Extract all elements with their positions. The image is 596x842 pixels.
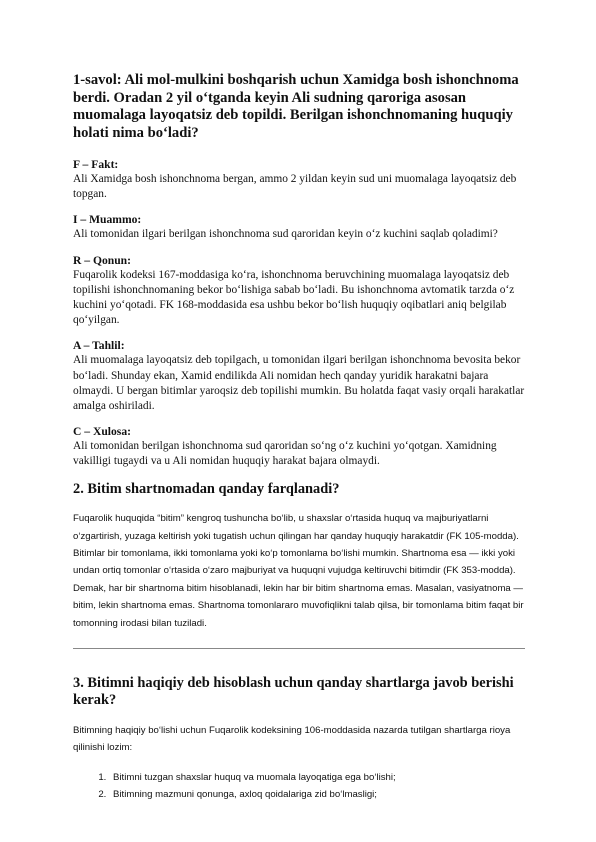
question-3-intro: Bitimning haqiqiy bo‘lishi uchun Fuqarolik kodeksining 106-moddasida nazarda tutilgan shartlarga rioya qilinishi lozim: — [73, 724, 511, 754]
question-1-section-fact — [73, 158, 525, 202]
list-item: 1. Bitimni tuzgan shaxslar huquq va muomala layoqatiga ega bo‘lishi; — [109, 769, 525, 786]
section-heading: C – Xulosa: — [73, 425, 131, 439]
question-1-section-conclusion — [73, 425, 525, 469]
question-3-list — [73, 769, 525, 803]
section-text: Ali tomonidan ilgari berilgan ishonchnoma sud qaroridan keyin o‘z kuchini saqlab qoladimi? — [73, 228, 498, 241]
question-2-text: Fuqarolik huquqida “bitim” kengroq tushuncha bo‘lib, u shaxslar o‘rtasida huquq va majburiyatlarni o‘zgartirish, yuzaga keltirish yoki tugatish uchun qilingan har qanday huquqiy harakatdir (FK 105-modda). Bitimlar bir tomonlama, ikki tomonlama yoki ko‘p tomonlama bo‘lishi mumkin. Shartnoma esa — ikki yoki undan ortiq tomonlar o‘rtasida o‘zaro majburiyat va huquqni vujudga keltiruvchi bitimdir (FK 353-modda). Demak, har bir shartnoma bitim hisoblanadi, lekin har bir bitim shartnoma emas. Masalan, vasiyatnoma — bitim, lekin shartnoma emas. Shartnoma tomonlararo muvofiqlikni talab qilsa, bir tomonlama bitim faqat bir tomonning irodasi bilan tuziladi. — [73, 513, 524, 629]
section-heading: I – Muammo: — [73, 213, 142, 227]
section-text: Ali tomonidan berilgan ishonchnoma sud qaroridan so‘ng o‘z kuchini yo‘qotgan. Xamidning vakilligi tugaydi va u Ali nomidan huquqiy harakat bajara olmaydi. — [73, 440, 497, 468]
horizontal-divider — [73, 648, 525, 649]
section-heading: F – Fakt: — [73, 158, 119, 171]
question-1-section-issue — [73, 213, 525, 242]
question-1-section-rule — [73, 254, 525, 329]
section-text: Ali Xamidga bosh ishonchnoma bergan, ammo 2 yildan keyin sud uni muomalaga layoqatsiz deb topgan. — [73, 173, 517, 201]
question-2-title: 2. Bitim shartnomadan qanday farqlanadi? — [73, 480, 340, 497]
section-heading: A – Tahlil: — [73, 339, 125, 353]
section-heading: R – Qonun: — [73, 253, 131, 267]
document-content — [73, 72, 525, 803]
question-1-title: 1-savol: Ali mol-mulkini boshqarish uchun Xamidga bosh ishonchnoma berdi. Oradan 2 yil o‘tganda keyin Ali sudning qaroriga asosan muomalaga layoqatsiz deb topildi. Berilgan ishonchnomaning huquqiy holati nima bo‘ladi? — [73, 72, 519, 141]
question-3-title: 3. Bitimni haqiqiy deb hisoblash uchun qanday shartlarga javob berishi kerak? — [73, 674, 514, 709]
question-1-section-analysis — [73, 339, 525, 414]
list-item: 2. Bitimning mazmuni qonunga, axloq qoidalariga zid bo‘lmasligi; — [109, 786, 525, 803]
section-text: Ali muomalaga layoqatsiz deb topilgach, u tomonidan ilgari berilgan ishonchnoma bevosita bekor bo‘ladi. Shunday ekan, Xamid endilikda Ali nomidan hech qanday yuridik harakatni bajara olmaydi. U bergan bitimlar yaroqsiz deb topilishi mumkin. Bu holatda faqat vasiy orqali harakatlar amalga oshiriladi. — [73, 354, 525, 413]
section-text: Fuqarolik kodeksi 167-moddasiga ko‘ra, ishonchnoma beruvchining muomalaga layoqatsiz deb topilishi ishonchnomaning bekor bo‘lishiga sabab bo‘ladi. Bu ishonchnoma avtomatik tarzda o‘z kuchini yo‘qotadi. FK 168-moddasida esa ushbu bekor bo‘lish huquqiy oqibatlari aniq belgilab qo‘yilgan. — [73, 268, 515, 327]
